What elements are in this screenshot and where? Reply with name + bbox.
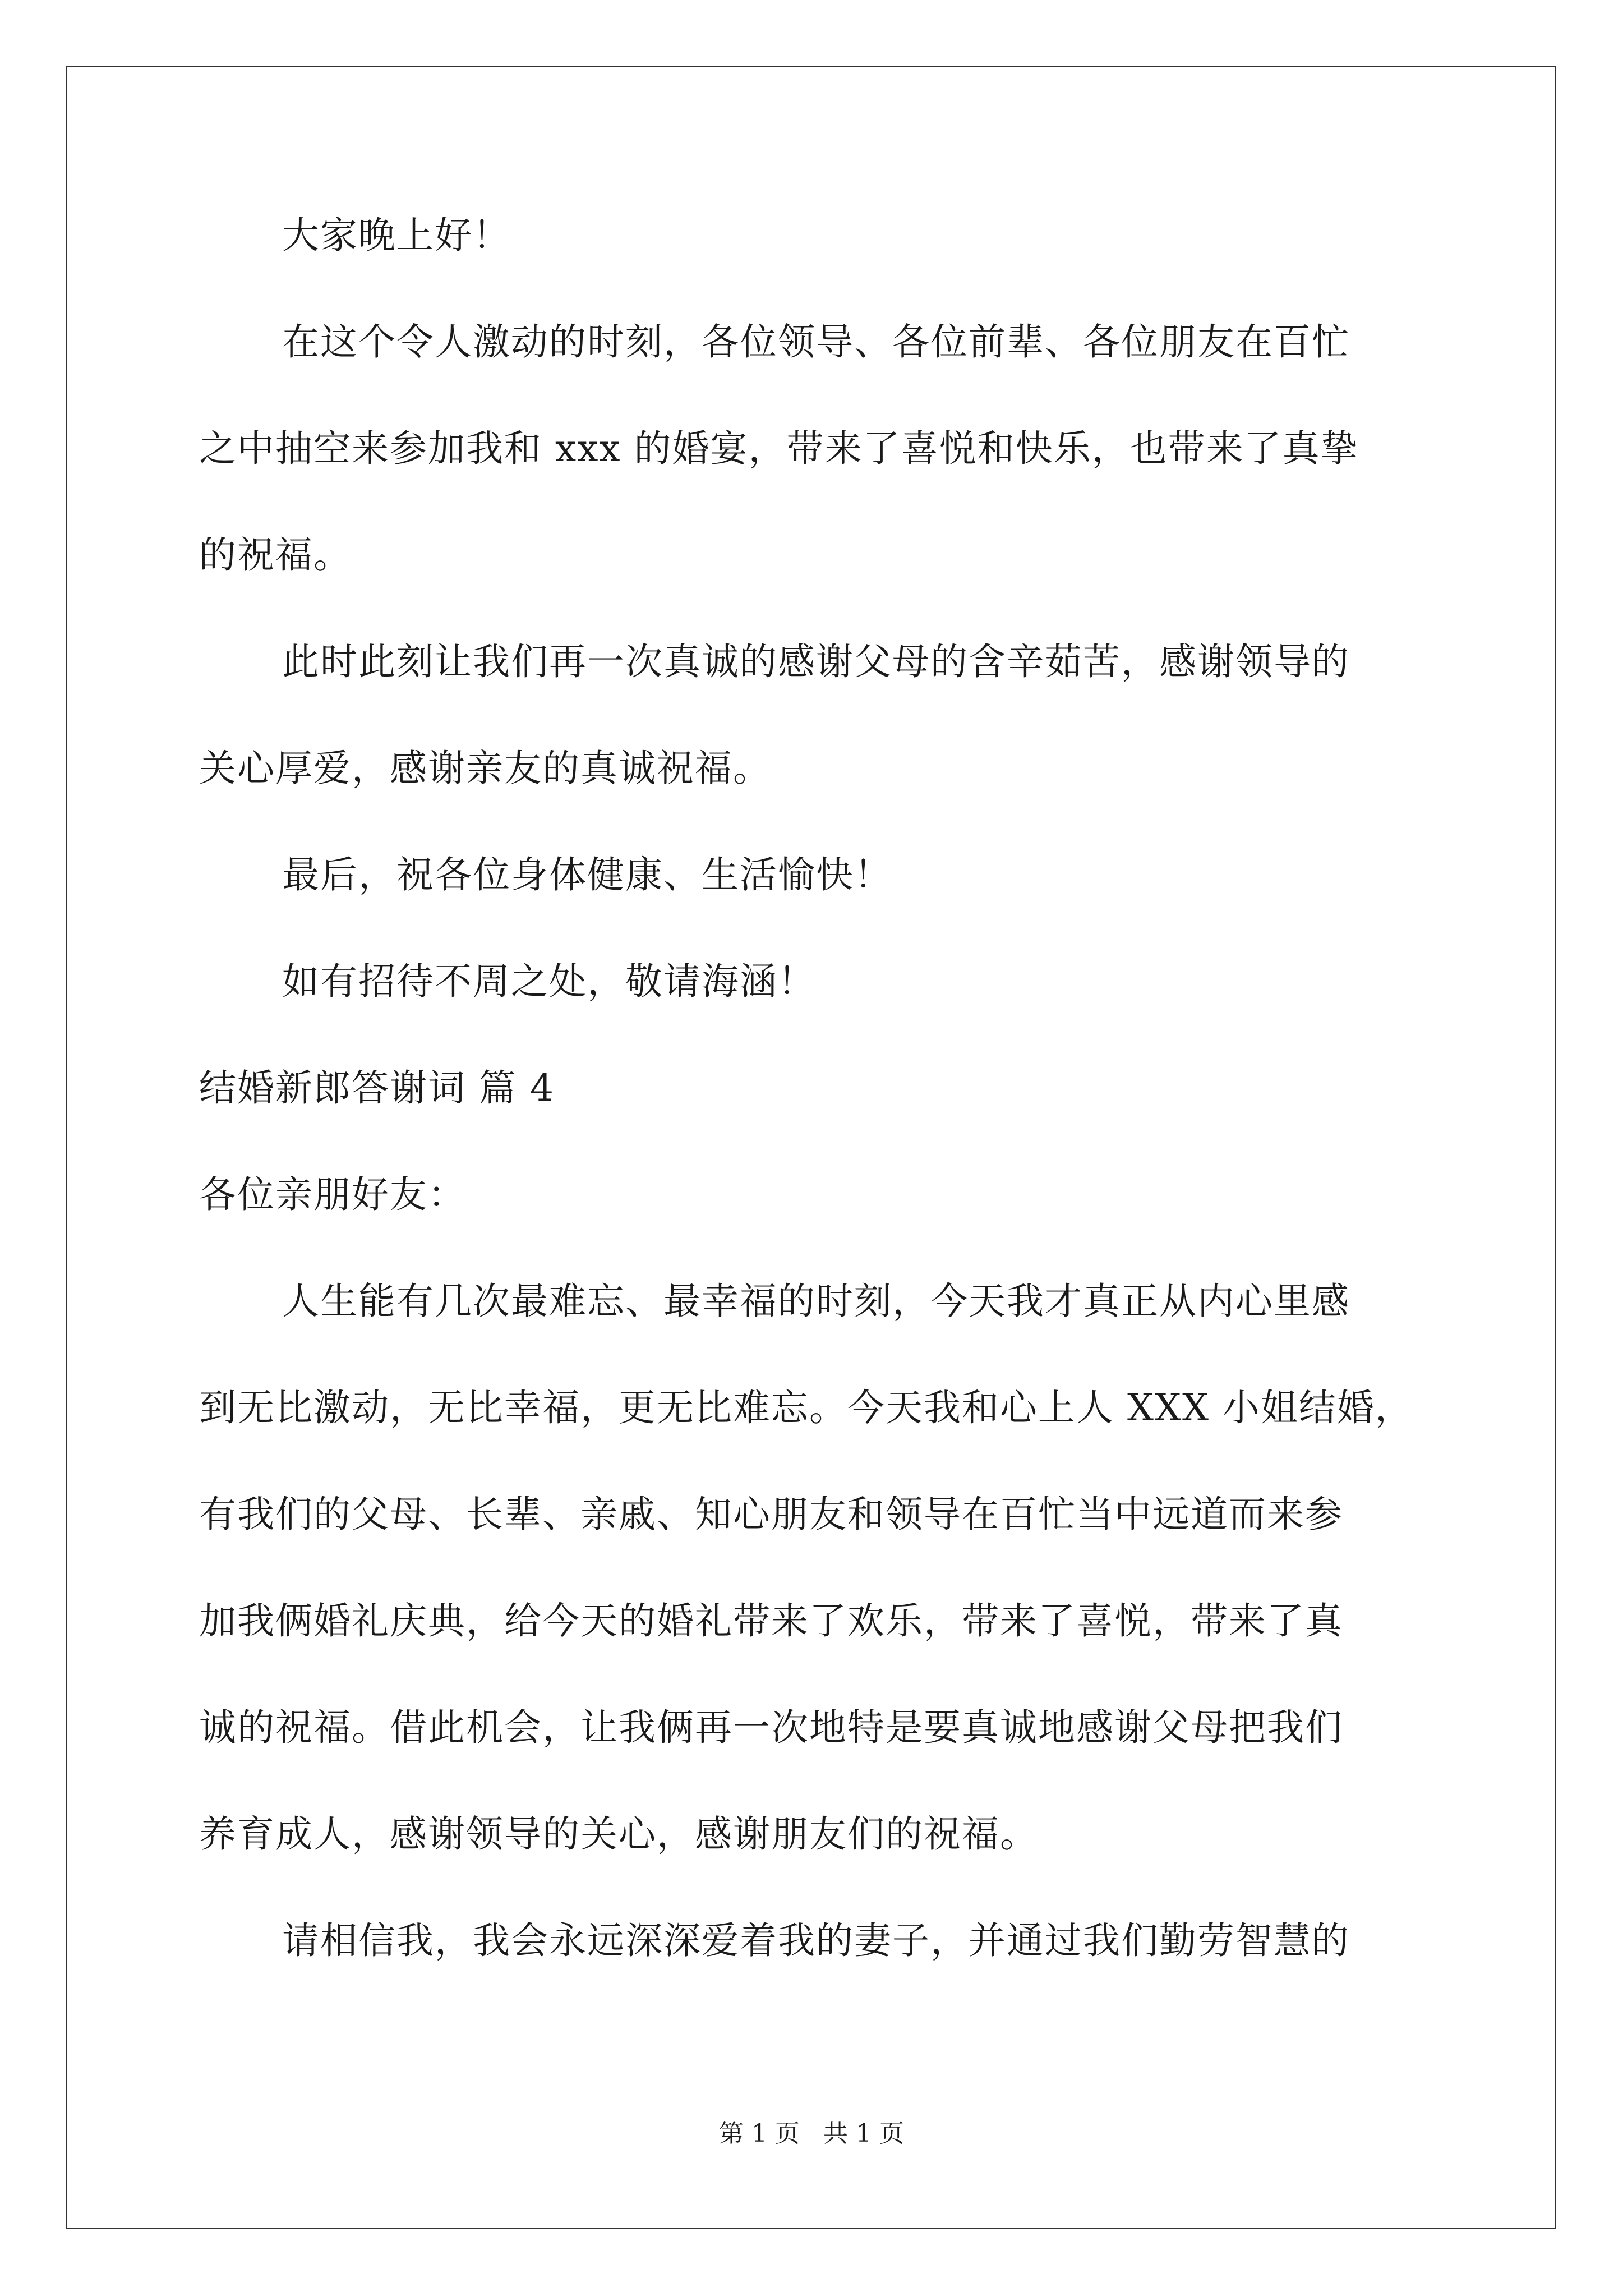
paragraph-line: 请相信我，我会永远深深爱着我的妻子，并通过我们勤劳智慧的 bbox=[282, 1919, 1350, 1962]
salutation-line: 各位亲朋好友： bbox=[199, 1173, 466, 1216]
greeting-line: 大家晚上好！ bbox=[282, 214, 511, 257]
page-border bbox=[66, 66, 1556, 2229]
paragraph-line: 养育成人，感谢领导的关心，感谢朋友们的祝福。 bbox=[199, 1812, 1038, 1856]
paragraph-line: 如有招待不周之处，敬请海涵！ bbox=[282, 960, 816, 1003]
paragraph-line: 有我们的父母、长辈、亲戚、知心朋友和领导在百忙当中远道而来参 bbox=[199, 1493, 1343, 1536]
paragraph-line: 在这个令人激动的时刻，各位领导、各位前辈、各位朋友在百忙 bbox=[282, 320, 1350, 364]
section-heading: 结婚新郎答谢词 篇 4 bbox=[199, 1066, 555, 1110]
paragraph-line: 加我俩婚礼庆典，给今天的婚礼带来了欢乐，带来了喜悦，带来了真 bbox=[199, 1599, 1343, 1642]
paragraph-line: 到无比激动，无比幸福，更无比难忘。今天我和心上人 XXX 小姐结婚， bbox=[199, 1386, 1413, 1429]
paragraph-line: 诚的祝福。借此机会，让我俩再一次地特是要真诚地感谢父母把我们 bbox=[199, 1706, 1343, 1749]
paragraph-line: 之中抽空来参加我和 xxx 的婚宴，带来了喜悦和快乐，也带来了真挚 bbox=[199, 427, 1359, 470]
paragraph-line: 人生能有几次最难忘、最幸福的时刻，今天我才真正从内心里感 bbox=[282, 1280, 1350, 1323]
paragraph-line: 最后，祝各位身体健康、生活愉快！ bbox=[282, 853, 892, 896]
paragraph-line: 关心厚爱，感谢亲友的真诚祝福。 bbox=[199, 747, 771, 790]
paragraph-line: 的祝福。 bbox=[199, 533, 352, 577]
page-number-footer: 第 1 页 共 1 页 bbox=[719, 2119, 904, 2148]
paragraph-line: 此时此刻让我们再一次真诚的感谢父母的含辛茹苦，感谢领导的 bbox=[282, 640, 1350, 683]
